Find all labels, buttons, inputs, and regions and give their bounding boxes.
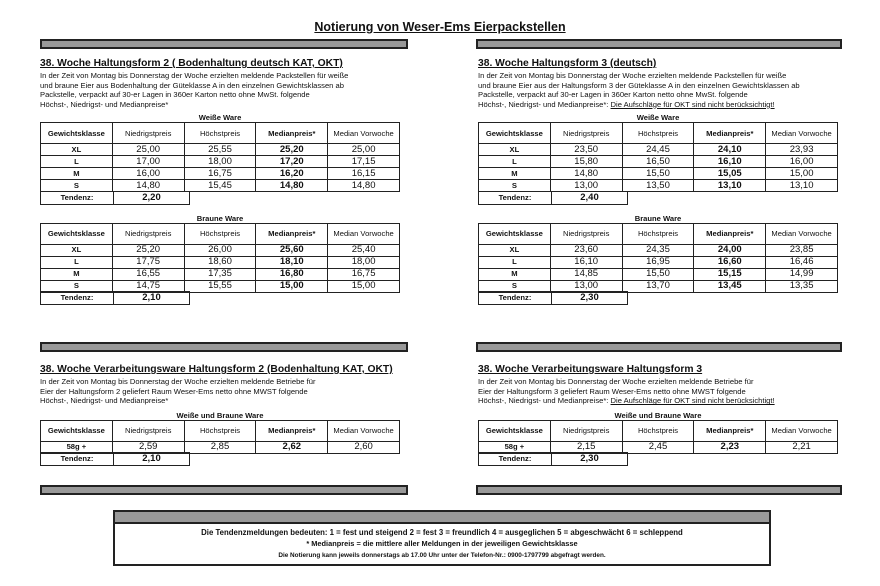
divider-bar [40,485,408,495]
tendenz-value: 2,10 [114,292,190,305]
table-row: XL 25,20 26,00 25,60 25,40 [41,244,400,256]
page-title: Notierung von Weser-Ems Eierpackstellen [314,20,566,34]
section-hf3 [478,58,850,305]
table-row: M 14,80 15,50 15,05 15,00 [479,168,838,180]
table-row: M 16,55 17,35 16,80 16,75 [41,268,400,280]
table-row: M 16,00 16,75 16,20 16,15 [41,168,400,180]
okt-note: Die Aufschläge für OKT sind nicht berücksichtigt! [610,396,775,406]
table-header-row: Gewichtsklasse Niedrigstpreis Höchstpreis Medianpreis* Median Vorwoche [41,420,400,441]
divider-bar [476,485,842,495]
section-hf2 [40,58,412,305]
price-table [478,420,838,454]
price-table [478,122,838,192]
phone-note: Die Notierung kann jeweils donnerstags ab 17.00 Uhr unter der Telefon-Nr.: 0900-1797799 abgefragt werden. [278,552,606,559]
table-caption: Weiße und Braune Ware [614,410,702,420]
table-caption: Braune Ware [634,213,682,223]
section-heading: 38. Woche Verarbeitungsware Haltungsform 2 (Bodenhaltung KAT, OKT) [40,364,393,375]
section-description: In der Zeit von Montag bis Donnerstag der Woche erzielten meldende Betriebe für Eier der Haltungsform 2 geliefert Raum Weser-Ems netto ohne MWST folgende Höchst-, Niedrigst- und Medianpreise* [40,377,316,406]
price-table [40,420,400,454]
tendenz-table: Tendenz: 2,30 [478,452,628,466]
section-heading: 38. Woche Haltungsform 3 (deutsch) [478,58,657,69]
table-row: 58g + 2,15 2,45 2,23 2,21 [479,441,838,453]
table-row: M 14,85 15,50 15,15 14,99 [479,268,838,280]
table-header-row: Gewichtsklasse Niedrigstpreis Höchstpreis Medianpreis* Median Vorwoche [479,420,838,441]
tendenz-table: Tendenz: 2,10 [40,291,190,305]
table-row: 58g + 2,59 2,85 2,62 2,60 [41,441,400,453]
tendenz-value: 2,10 [114,453,190,466]
table-header-row: Gewichtsklasse Niedrigstpreis Höchstpreis Medianpreis* Median Vorwoche [479,123,838,144]
section-verarbeitung-hf2 [40,364,412,466]
median-definition: * Medianpreis = die mittlere aller Meldungen in der jeweiligen Gewichtsklasse [306,539,578,548]
table-caption: Weiße Ware [198,113,242,123]
table-caption: Weiße Ware [636,113,680,123]
table-header-row: Gewichtsklasse Niedrigstpreis Höchstpreis Medianpreis* Median Vorwoche [479,223,838,244]
tendenz-value: 2,40 [552,191,628,204]
table-row: L 16,10 16,95 16,60 16,46 [479,256,838,268]
section-heading: 38. Woche Verarbeitungsware Haltungsform 3 [478,364,703,375]
table-caption: Weiße und Braune Ware [176,410,264,420]
section-description: In der Zeit von Montag bis Donnerstag der Woche erzielten meldende Packstellen für weiße und braune Eier aus Bodenhaltung der Güteklasse A in den einzelnen Gewichtsklassen ab Packstelle, verpackt auf 30-er Lagen in 360er Karton netto ohne MwSt. folgende Höchst-, Niedrigst- und Medianpreise* [40,71,349,109]
table-row: S 13,00 13,50 13,10 13,10 [479,180,838,192]
tendenz-table: Tendenz: 2,40 [478,191,628,205]
divider-bar [40,39,408,49]
table-row: S 13,00 13,70 13,45 13,35 [479,280,838,292]
table-row: L 15,80 16,50 16,10 16,00 [479,156,838,168]
tendenz-legend: Die Tendenzmeldungen bedeuten: 1 = fest und steigend 2 = fest 3 = freundlich 4 = ausgeglichen 5 = abgeschwächt 6 = schleppend [201,528,683,537]
price-table [478,223,838,293]
table-row: L 17,75 18,60 18,10 18,00 [41,256,400,268]
section-description: In der Zeit von Montag bis Donnerstag der Woche erzielten meldende Betriebe für Eier der Haltungsform 3 geliefert Raum Weser-Ems netto ohne MWST folgende Höchst-, Niedrigst- und Medianpreise*: Die Aufschläge für OKT sind nicht berücksichtigt! [478,377,775,406]
divider-bar [476,39,842,49]
table-row: S 14,80 15,45 14,80 14,80 [41,180,400,192]
divider-bar [40,342,408,352]
table-header-row: Gewichtsklasse Niedrigstpreis Höchstpreis Medianpreis* Median Vorwoche [41,123,400,144]
footer-header-bar [115,512,769,524]
table-row: XL 23,60 24,35 24,00 23,85 [479,244,838,256]
okt-note: Die Aufschläge für OKT sind nicht berücksichtigt! [610,99,775,109]
tendenz-value: 2,30 [552,292,628,305]
section-verarbeitung-hf3 [478,364,850,466]
table-row: XL 25,00 25,55 25,20 25,00 [41,144,400,156]
table-caption: Braune Ware [196,213,244,223]
price-table [40,122,400,192]
section-heading: 38. Woche Haltungsform 2 ( Bodenhaltung deutsch KAT, OKT) [40,58,343,69]
tendenz-table: Tendenz: 2,20 [40,191,190,205]
tendenz-table: Tendenz: 2,10 [40,452,190,466]
table-row: XL 23,50 24,45 24,10 23,93 [479,144,838,156]
table-row: L 17,00 18,00 17,20 17,15 [41,156,400,168]
tendenz-value: 2,20 [114,191,190,204]
tendenz-value: 2,30 [552,453,628,466]
table-header-row: Gewichtsklasse Niedrigstpreis Höchstpreis Medianpreis* Median Vorwoche [41,223,400,244]
price-table [40,223,400,293]
footer-legend [113,510,771,566]
divider-bar [476,342,842,352]
table-row: S 14,75 15,55 15,00 15,00 [41,280,400,292]
tendenz-table: Tendenz: 2,30 [478,291,628,305]
section-description: In der Zeit von Montag bis Donnerstag der Woche erzielten meldende Packstellen für weiße und braune Eier aus der Haltungsform 3 der Güteklasse A in den einzelnen Gewichtsklassen ab Packstelle, verpackt auf 30-er Lagen in 360er Karton netto ohne MwSt. folgende Höchst-, Niedrigst- und Medianpreise*: Die Aufschläge für OKT sind nicht berücksichtigt! [478,71,800,109]
